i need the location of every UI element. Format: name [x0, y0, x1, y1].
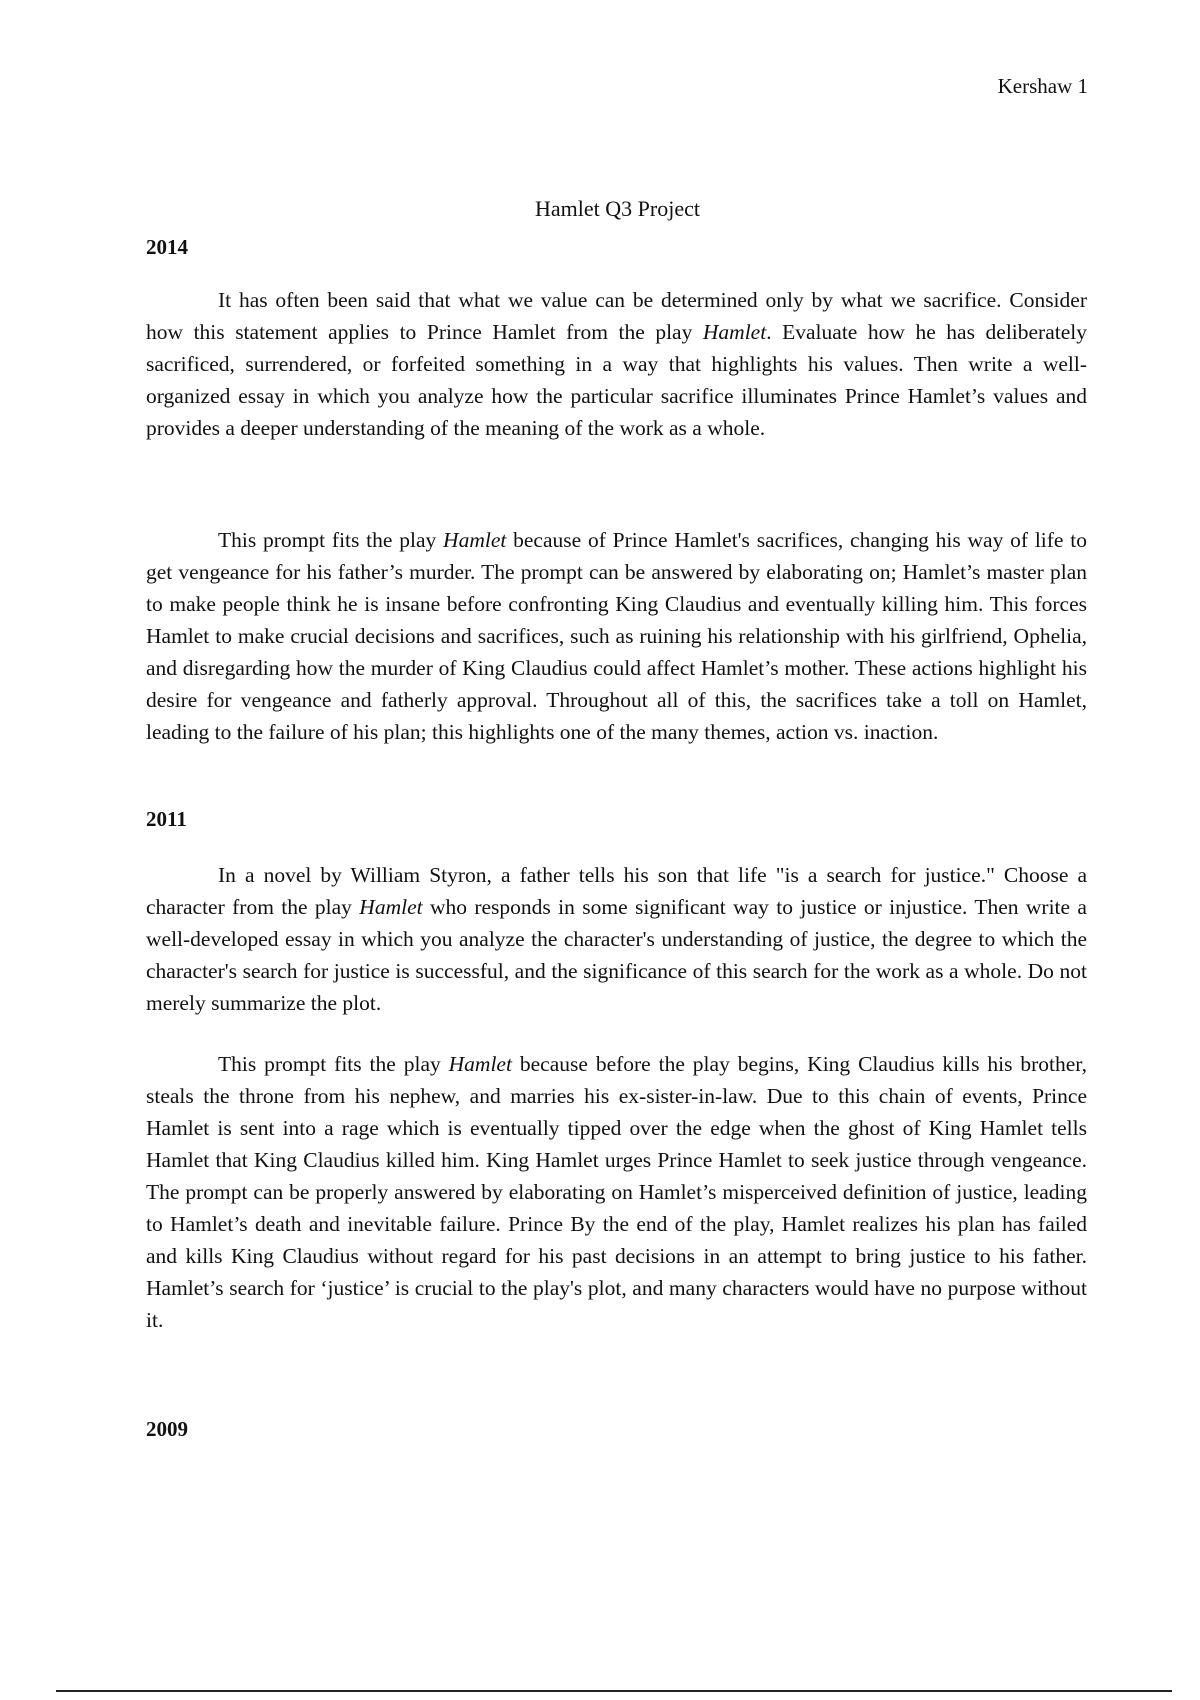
- response-text-end: because before the play begins, King Claudius kills his brother, steals the throne from his nephew, and marries his ex-sister-in-law. Due to this chain of events, Prince Hamlet is sent into a rage which is eventually tipped over the edge when the ghost of King Hamlet tells Hamlet that King Claudius killed him. King Hamlet urges Prince Hamlet to seek justice through vengeance. The prompt can be properly answered by elaborating on Hamlet’s misperceived definition of justice, leading to Hamlet’s death and inevitable failure. Prince By the end of the play, Hamlet realizes his plan has failed and kills King Claudius without regard for his past decisions in an attempt to bring justice to his father. Hamlet’s search for ‘justice’ is crucial to the play's plot, and many characters would have no purpose without it.: [146, 1052, 1087, 1332]
- response-play-title: Hamlet: [443, 528, 507, 552]
- prompt-paragraph: [146, 284, 1087, 444]
- response-text-start: This prompt fits the play: [218, 528, 444, 552]
- section-2011: [146, 803, 1087, 835]
- page-header-label: Kershaw 1: [997, 74, 1088, 98]
- section-year-heading: 2011: [146, 807, 187, 831]
- prompt-paragraph: [146, 859, 1087, 1019]
- prompt-text-start: It has often been said that what we value can be determined only by what we sacrifice. Consider how this statement applies to Prince Hamlet from the play: [146, 288, 1087, 344]
- response-paragraph: [146, 524, 1087, 748]
- document-title: Hamlet Q3 Project: [535, 196, 700, 221]
- page-bottom-rule: [56, 1690, 1172, 1692]
- response-paragraph: [146, 1048, 1087, 1336]
- section-2014-response: [146, 524, 1087, 748]
- section-2014-prompt: [146, 284, 1087, 444]
- prompt-text-start: In a novel by William Styron, a father tells his son that life "is a search for justice." Choose a character from the play: [146, 863, 1087, 919]
- section-2014: [146, 231, 1087, 263]
- response-text-end: because of Prince Hamlet's sacrifices, changing his way of life to get vengeance for his father’s murder. The prompt can be answered by elaborating on; Hamlet’s master plan to make people think he is insane before confronting King Claudius and eventually killing him. This forces Hamlet to make crucial decisions and sacrifices, such as ruining his relationship with his girlfriend, Ophelia, and disregarding how the murder of King Claudius could affect Hamlet’s mother. These actions highlight his desire for vengeance and fatherly approval. Throughout all of this, the sacrifices take a toll on Hamlet, leading to the failure of his plan; this highlights one of the many themes, action vs. inaction.: [146, 528, 1087, 744]
- section-year-heading: 2009: [146, 1417, 188, 1441]
- section-2009: [146, 1413, 1087, 1445]
- section-year-heading: 2014: [146, 235, 188, 259]
- section-2011-response: [146, 1048, 1087, 1336]
- prompt-play-title: Hamlet: [359, 895, 423, 919]
- response-play-title: Hamlet: [448, 1052, 512, 1076]
- prompt-play-title: Hamlet: [702, 320, 767, 344]
- section-2011-prompt: [146, 859, 1087, 1019]
- prompt-text-end: . Evaluate how he has deliberately sacrificed, surrendered, or forfeited something in a way that highlights his values. Then write a well-organized essay in which you analyze how the particular sacrifice illuminates Prince Hamlet’s values and provides a deeper understanding of the meaning of the work as a whole.: [146, 320, 1087, 440]
- prompt-text-end: who responds in some significant way to justice or injustice. Then write a well-developed essay in which you analyze the character's understanding of justice, the degree to which the character's search for justice is successful, and the significance of this search for the work as a whole. Do not merely summarize the plot.: [146, 895, 1087, 1015]
- response-text-start: This prompt fits the play: [218, 1052, 449, 1076]
